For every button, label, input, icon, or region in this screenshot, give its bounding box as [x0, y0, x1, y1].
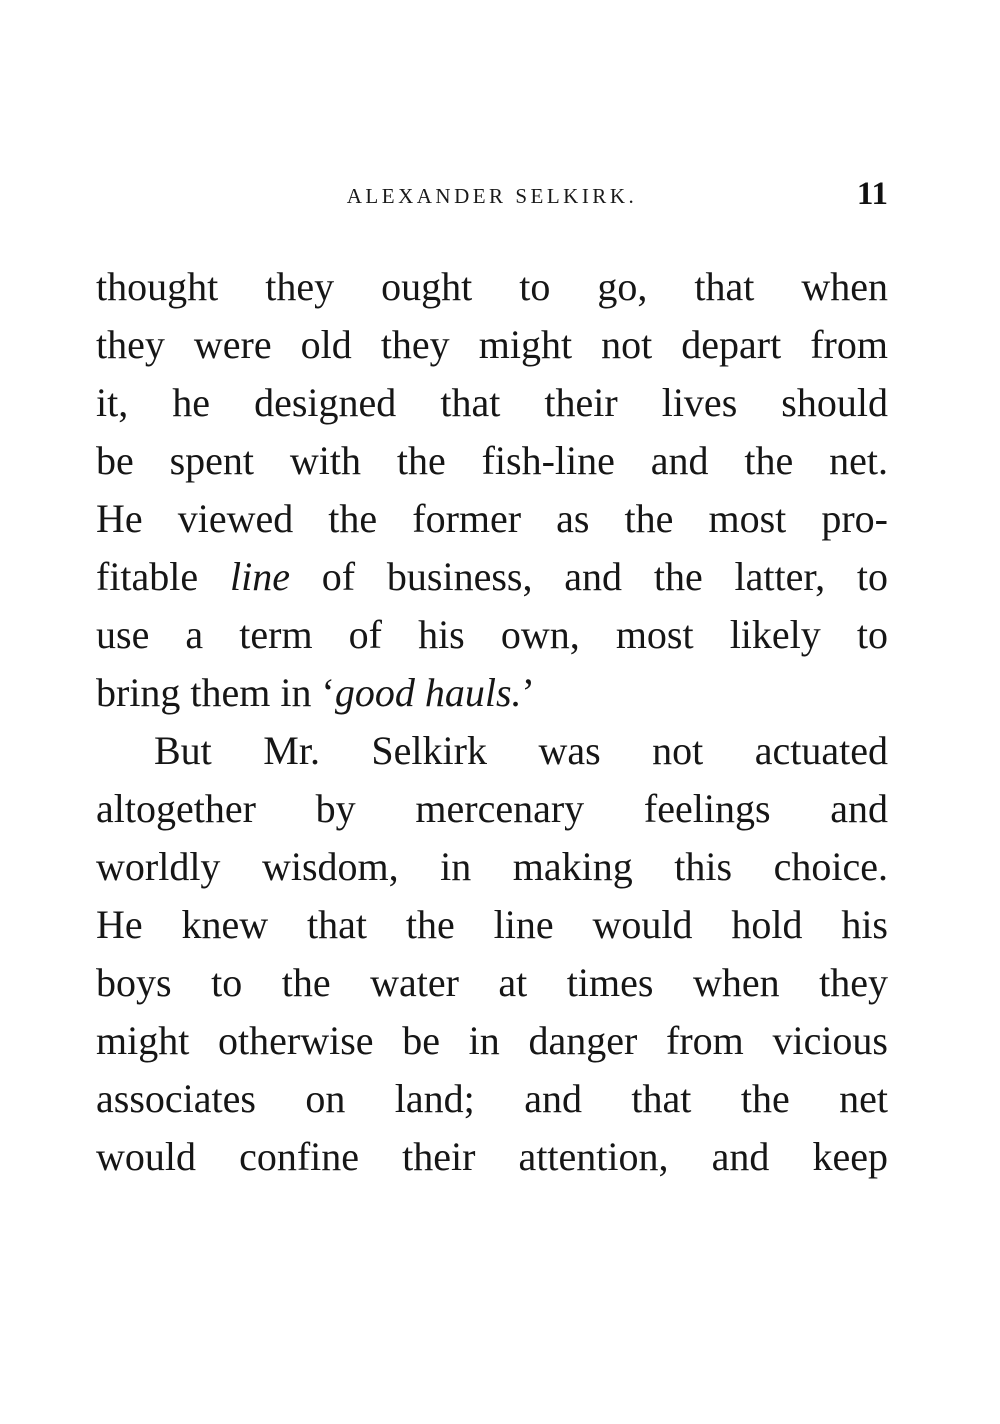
text-line: would confine their attention, and keep: [96, 1134, 888, 1179]
page-number: 11: [856, 176, 888, 212]
text-line: boys to the water at times when they: [96, 960, 888, 1005]
text-line: He viewed the former as the most pro-: [96, 496, 888, 541]
running-head: [96, 176, 888, 226]
italic-word: line: [229, 554, 290, 599]
text-line: it, he designed that their lives should: [96, 380, 888, 425]
text-run: ’: [521, 670, 535, 715]
paragraph-start-line: But Mr. Selkirk was not actuated: [154, 728, 888, 773]
running-title: ALEXANDER SELKIRK.: [346, 184, 638, 208]
text-line: worldly wisdom, in making this choice.: [96, 844, 888, 889]
text-line: He knew that the line would hold his: [96, 902, 888, 947]
text-line: associates on land; and that the net: [96, 1076, 888, 1121]
text-run: fitable: [96, 554, 230, 599]
text-line: be spent with the fish-line and the net.: [96, 438, 888, 483]
text-line: use a term of his own, most likely to: [96, 612, 888, 657]
italic-phrase: good hauls.: [334, 670, 522, 715]
text-run: bring them in ‘: [96, 670, 335, 715]
text-line: thought they ought to go, that when: [96, 264, 888, 309]
text-line: might otherwise be in danger from vicious: [96, 1018, 888, 1063]
text-line: they were old they might not depart from: [96, 322, 888, 367]
text-line: altogether by mercenary feelings and: [96, 786, 888, 831]
text-run: of business, and the latter, to: [289, 554, 889, 599]
text-line: [96, 664, 888, 722]
text-line: [96, 548, 888, 606]
body-text: [96, 258, 888, 1186]
